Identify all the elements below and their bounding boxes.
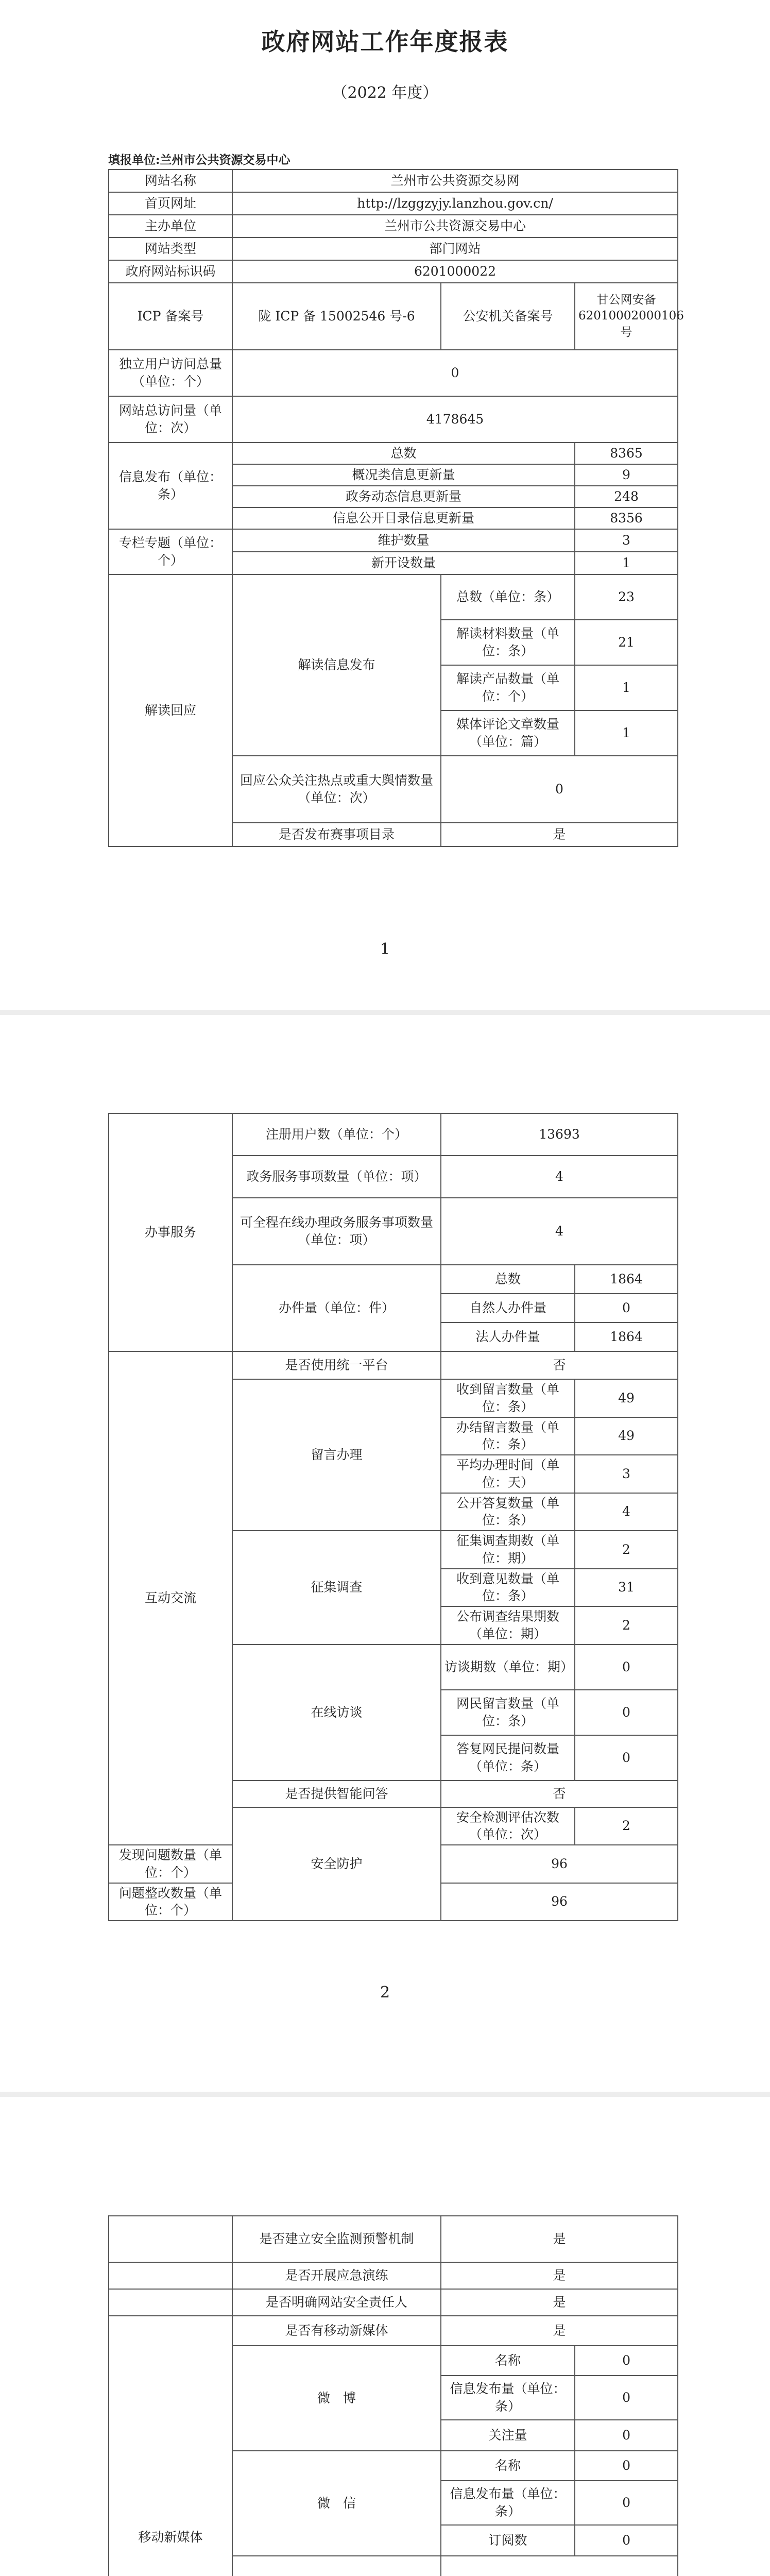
wechat-posts-label: 信息发布量（单位：条） (441, 2481, 575, 2525)
pv-value: 4178645 (232, 396, 678, 443)
page-separator (0, 1010, 770, 1015)
mobile-media-label: 移动新媒体 (109, 2316, 232, 2576)
wechat-label: 微 信 (232, 2451, 441, 2556)
msg-time: 3 (575, 1455, 678, 1493)
other-media-label (232, 2556, 441, 2576)
response-value: 0 (441, 756, 678, 823)
platform-label: 是否使用统一平台 (232, 1351, 441, 1379)
survey-opinions-label: 收到意见数量（单位：条） (441, 1569, 575, 1607)
site-name: 兰州市公共资源交易网 (232, 170, 678, 192)
report-table-page3 (108, 2215, 678, 2576)
svc-items: 4 (441, 1156, 678, 1198)
interp-total-label: 总数（单位：条） (441, 574, 575, 620)
msg-time-label: 平均办理时间（单位：天） (441, 1455, 575, 1493)
report-title: 政府网站工作年度报表 (261, 28, 509, 56)
wechat-name: 0 (575, 2451, 678, 2481)
weibo-label: 微 博 (232, 2346, 441, 2451)
talk-answers-label: 答复网民提问数量（单位：条） (441, 1735, 575, 1781)
sec-found-label: 发现问题数量（单位：个） (109, 1845, 232, 1883)
wechat-subs-label: 订阅数 (441, 2525, 575, 2556)
home-url-label: 首页网址 (109, 192, 232, 215)
host-label: 主办单位 (109, 215, 232, 238)
page-2 (0, 1015, 770, 2092)
svc-person: 0 (575, 1294, 678, 1323)
column-new-label: 新开设数量 (232, 552, 575, 574)
smart-qa-label: 是否提供智能问答 (232, 1781, 441, 1807)
blank-cell (109, 2216, 232, 2262)
sec-checks: 2 (575, 1807, 678, 1845)
talk-periods-label: 访谈期数（单位：期） (441, 1645, 575, 1690)
smart-qa: 否 (441, 1781, 678, 1807)
online-talk-label: 在线访谈 (232, 1645, 441, 1781)
drill-label: 是否开展应急演练 (232, 2262, 441, 2289)
event-catalog-label: 是否发布赛事项目录 (232, 823, 441, 846)
monitor: 是 (441, 2216, 678, 2262)
survey-feedback-label: 公布调查结果期数（单位：期） (441, 1606, 575, 1645)
publish-total-label: 总数 (232, 443, 575, 464)
wechat-posts: 0 (575, 2481, 678, 2525)
weibo-name: 0 (575, 2346, 678, 2376)
publish-catalog: 8356 (575, 507, 678, 529)
interp-product: 1 (575, 665, 678, 710)
sec-fixed: 96 (441, 1883, 678, 1921)
sec-found: 96 (441, 1845, 678, 1883)
blank-cell (109, 2262, 232, 2289)
talk-answers: 0 (575, 1735, 678, 1781)
svc-items-label: 政务服务事项数量（单位：项） (232, 1156, 441, 1198)
msg-received: 49 (575, 1379, 678, 1417)
wechat-subs: 0 (575, 2525, 678, 2556)
survey-label: 征集调查 (232, 1531, 441, 1645)
report-year: （2022 年度） (332, 84, 438, 102)
weibo-follow-label: 关注量 (441, 2420, 575, 2451)
interp-media-label: 媒体评论文章数量（单位：篇） (441, 710, 575, 756)
site-type: 部门网站 (232, 238, 678, 260)
page-number-1: 1 (380, 940, 390, 958)
svc-users-label: 注册用户数（单位：个） (232, 1113, 441, 1156)
report-table-page2 (108, 1113, 678, 1921)
drill: 是 (441, 2262, 678, 2289)
icp-label: ICP 备案号 (109, 283, 232, 350)
msg-received-label: 收到留言数量（单位：条） (441, 1379, 575, 1417)
service-label: 办事服务 (109, 1113, 232, 1351)
svc-total: 1864 (575, 1265, 678, 1294)
column-maintain: 3 (575, 529, 678, 552)
uv-value: 0 (232, 350, 678, 396)
platform: 否 (441, 1351, 678, 1379)
pv-label: 网站总访问量（单位：次） (109, 396, 232, 443)
response-label: 回应公众关注热点或重大舆情数量（单位：次） (232, 756, 441, 823)
interp-material-label: 解读材料数量（单位：条） (441, 620, 575, 665)
interpretation-publish-label: 解读信息发布 (232, 574, 441, 756)
svc-legal: 1864 (575, 1323, 678, 1351)
page-number-2: 2 (380, 1984, 390, 2002)
sec-fixed-label: 问题整改数量（单位：个） (109, 1883, 232, 1921)
svc-person-label: 自然人办件量 (441, 1294, 575, 1323)
publish-label: 信息发布（单位：条） (109, 443, 232, 529)
survey-periods: 2 (575, 1531, 678, 1569)
column-new: 1 (575, 552, 678, 574)
talk-questions: 0 (575, 1690, 678, 1735)
message-label: 留言办理 (232, 1379, 441, 1531)
msg-public-label: 公开答复数量（单位：条） (441, 1493, 575, 1531)
uv-label: 独立用户访问总量（单位：个） (109, 350, 232, 396)
mobile-used: 是 (441, 2316, 678, 2346)
police-number: 甘公网安备62010002000106 号 (575, 283, 678, 350)
svc-online: 4 (441, 1198, 678, 1265)
sec-checks-label: 安全检测评估次数（单位：次） (441, 1807, 575, 1845)
publish-overview-label: 概况类信息更新量 (232, 464, 575, 486)
wechat-name-label: 名称 (441, 2451, 575, 2481)
publish-overview: 9 (575, 464, 678, 486)
svc-users: 13693 (441, 1113, 678, 1156)
svc-legal-label: 法人办件量 (441, 1323, 575, 1351)
publish-dynamic: 248 (575, 486, 678, 507)
survey-periods-label: 征集调查期数（单位：期） (441, 1531, 575, 1569)
interaction-label: 互动交流 (109, 1351, 232, 1845)
svc-total-label: 总数 (441, 1265, 575, 1294)
publish-catalog-label: 信息公开目录信息更新量 (232, 507, 575, 529)
svc-volume-label: 办件量（单位：件） (232, 1265, 441, 1351)
security-label: 安全防护 (232, 1807, 441, 1921)
weibo-follow: 0 (575, 2420, 678, 2451)
interp-product-label: 解读产品数量（单位：个） (441, 665, 575, 710)
owner-label: 是否明确网站安全责任人 (232, 2289, 441, 2316)
site-type-label: 网站类型 (109, 238, 232, 260)
column-maintain-label: 维护数量 (232, 529, 575, 552)
talk-periods: 0 (575, 1645, 678, 1690)
column-label: 专栏专题（单位：个） (109, 529, 232, 574)
monitor-label: 是否建立安全监测预警机制 (232, 2216, 441, 2262)
publish-total: 8365 (575, 443, 678, 464)
site-code-label: 政府网站标识码 (109, 260, 232, 283)
weibo-posts-label: 信息发布量（单位：条） (441, 2376, 575, 2420)
weibo-name-label: 名称 (441, 2346, 575, 2376)
report-table-page1 (108, 169, 684, 847)
msg-done: 49 (575, 1417, 678, 1455)
msg-done-label: 办结留言数量（单位：条） (441, 1417, 575, 1455)
publish-dynamic-label: 政务动态信息更新量 (232, 486, 575, 507)
site-code: 6201000022 (232, 260, 678, 283)
interp-media: 1 (575, 710, 678, 756)
site-name-label: 网站名称 (109, 170, 232, 192)
blank-cell (109, 2289, 232, 2316)
interp-material: 21 (575, 620, 678, 665)
page-3 (0, 2097, 770, 2576)
filling-unit: 填报单位:兰州市公共资源交易中心 (108, 153, 290, 167)
page-1 (0, 0, 770, 1010)
police-label: 公安机关备案号 (441, 283, 575, 350)
svc-online-label: 可全程在线办理政务服务事项数量（单位：项） (232, 1198, 441, 1265)
host: 兰州市公共资源交易中心 (232, 215, 678, 238)
interpretation-label: 解读回应 (109, 574, 232, 846)
event-catalog: 是 (441, 823, 678, 846)
weibo-posts: 0 (575, 2376, 678, 2420)
survey-feedback: 2 (575, 1606, 678, 1645)
mobile-used-label: 是否有移动新媒体 (232, 2316, 441, 2346)
survey-opinions: 31 (575, 1569, 678, 1607)
page-separator (0, 2092, 770, 2097)
owner: 是 (441, 2289, 678, 2316)
interp-total: 23 (575, 574, 678, 620)
msg-public: 4 (575, 1493, 678, 1531)
other-media (441, 2556, 678, 2576)
home-url: http://lzggzyjy.lanzhou.gov.cn/ (232, 192, 678, 215)
talk-questions-label: 网民留言数量（单位：条） (441, 1690, 575, 1735)
icp-number: 陇 ICP 备 15002546 号-6 (232, 283, 441, 350)
